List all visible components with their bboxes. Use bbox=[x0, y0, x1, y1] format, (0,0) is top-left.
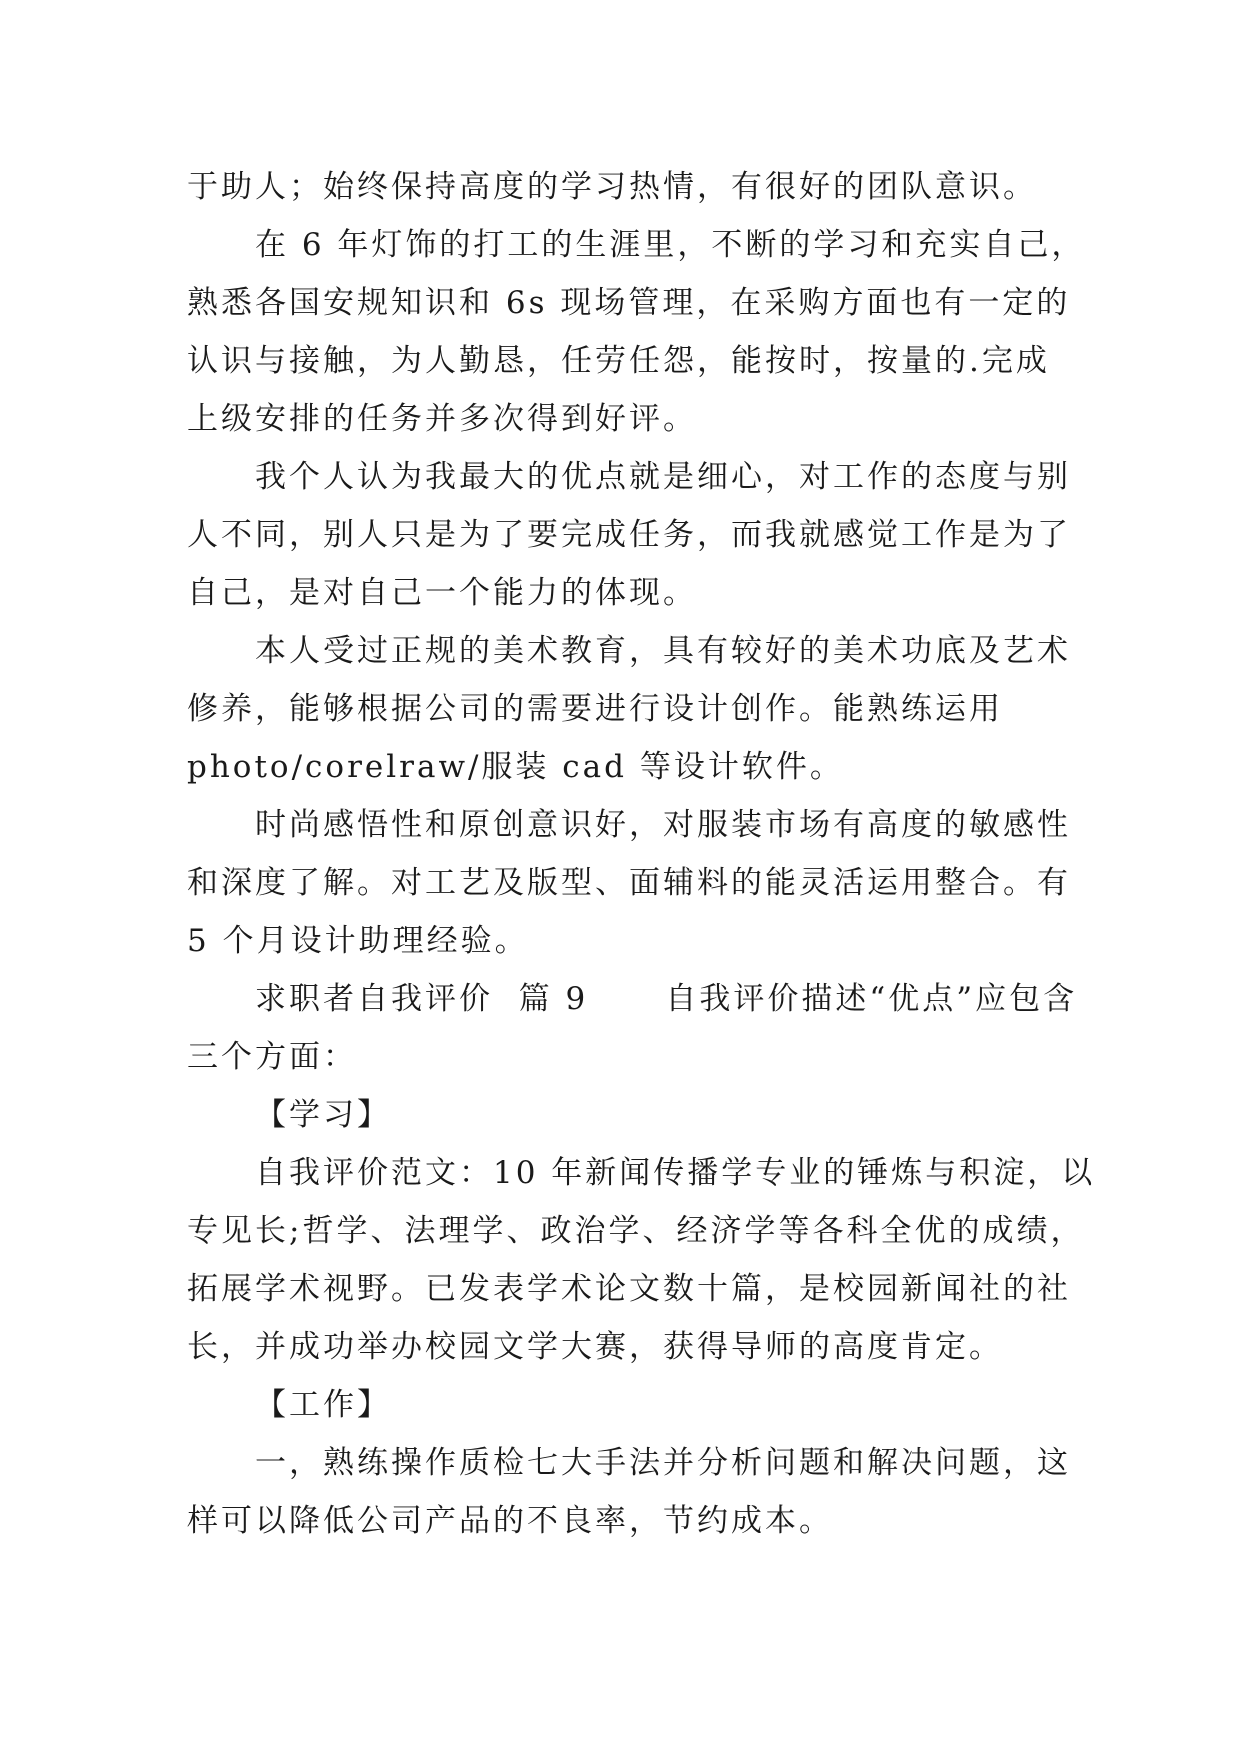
section-heading-line: 求职者自我评价 篇 9 自我评价描述“优点”应包含 bbox=[255, 981, 1078, 1017]
subheading-work: 【工作】 bbox=[255, 1387, 391, 1423]
text-line: 于助人；始终保持高度的学习热情，有很好的团队意识。 bbox=[187, 169, 1037, 205]
text-line: 熟悉各国安规知识和 6s 现场管理，在采购方面也有一定的 bbox=[187, 285, 1071, 321]
text-line: 在 6 年灯饰的打工的生涯里，不断的学习和充实自己， bbox=[255, 227, 1086, 263]
text-line: 专见长;哲学、法理学、政治学、经济学等各科全优的成绩， bbox=[187, 1213, 1085, 1249]
text-line: 和深度了解。对工艺及版型、面辅料的能灵活运用整合。有 bbox=[187, 865, 1071, 901]
text-line: 上级安排的任务并多次得到好评。 bbox=[187, 401, 697, 437]
text-line: 拓展学术视野。已发表学术论文数十篇，是校园新闻社的社 bbox=[187, 1271, 1071, 1307]
text-line: 人不同，别人只是为了要完成任务，而我就感觉工作是为了 bbox=[187, 517, 1071, 553]
text-line: 我个人认为我最大的优点就是细心，对工作的态度与别 bbox=[255, 459, 1071, 495]
text-line: 本人受过正规的美术教育，具有较好的美术功底及艺术 bbox=[255, 633, 1071, 669]
text-line: photo/corelraw/服装 cad 等设计软件。 bbox=[187, 749, 844, 785]
text-line: 时尚感悟性和原创意识好，对服装市场有高度的敏感性 bbox=[255, 807, 1071, 843]
text-line: 修养，能够根据公司的需要进行设计创作。能熟练运用 bbox=[187, 691, 1003, 727]
text-line: 长，并成功举办校园文学大赛，获得导师的高度肯定。 bbox=[187, 1329, 1003, 1365]
subheading-study: 【学习】 bbox=[255, 1097, 391, 1133]
text-line: 5 个月设计助理经验。 bbox=[187, 923, 529, 959]
text-line: 一，熟练操作质检七大手法并分析问题和解决问题，这 bbox=[255, 1445, 1071, 1481]
text-line: 自己，是对自己一个能力的体现。 bbox=[187, 575, 697, 611]
document-body bbox=[187, 158, 1096, 1550]
text-line: 认识与接触，为人勤恳，任劳任怨，能按时，按量的.完成 bbox=[187, 343, 1050, 379]
text-line: 样可以降低公司产品的不良率，节约成本。 bbox=[187, 1503, 833, 1539]
text-line: 自我评价范文：10 年新闻传播学专业的锤炼与积淀，以 bbox=[255, 1155, 1096, 1191]
text-line: 三个方面： bbox=[187, 1039, 357, 1075]
